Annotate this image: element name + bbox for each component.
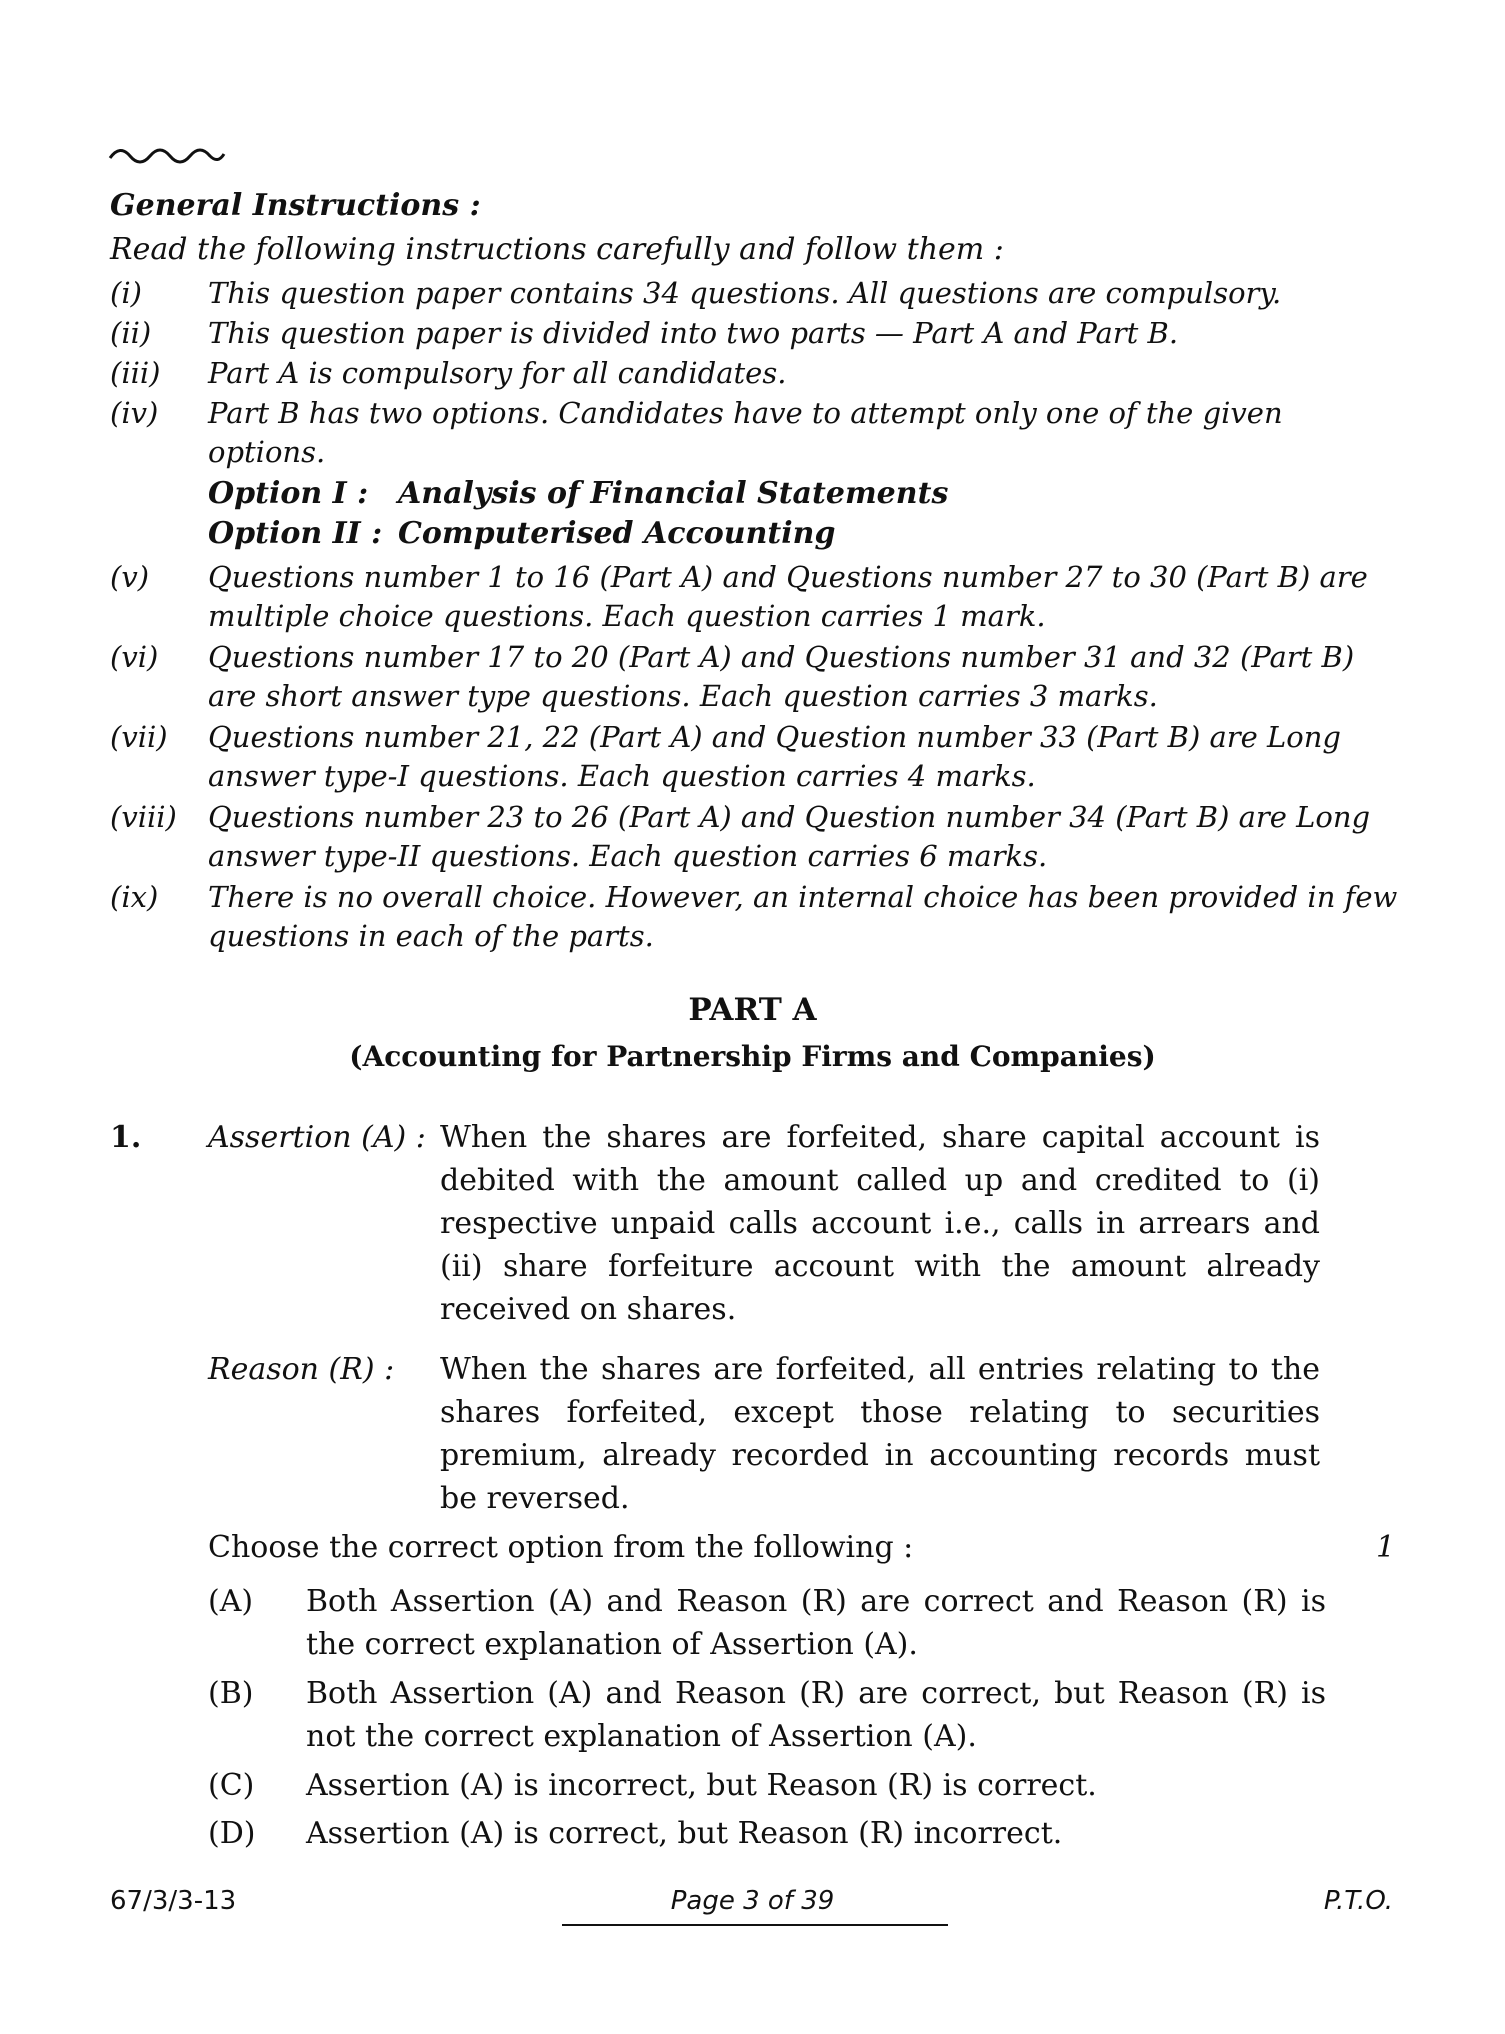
instruction-text: Questions number 1 to 16 (Part A) and Questions number 27 to 30 (Part B) are multiple choice questions. Each question carries 1 mark. <box>208 560 1368 633</box>
part-subtitle: (Accounting for Partnership Firms and Companies) <box>349 1040 1156 1073</box>
instruction-number: (vi) <box>110 640 159 674</box>
reason-text: When the shares are forfeited, all entries relating to the shares forfeited, except those relating to securities premium, already recorded in accounting records must be reversed. <box>440 1352 1320 1516</box>
instruction-text: Questions number 23 to 26 (Part A) and Question number 34 (Part B) are Long answer type-II questions. Each question carries 6 marks. <box>208 800 1371 873</box>
pto-label: P.T.O. <box>1323 1886 1393 1916</box>
general-instructions-intro: Read the following instructions carefully and follow them : <box>110 232 1004 267</box>
choice-text: Assertion (A) is incorrect, but Reason (R) is correct. <box>306 1768 1097 1803</box>
assertion-label: Assertion (A) : <box>208 1120 426 1155</box>
choice-label: (A) <box>208 1584 254 1619</box>
instruction-number: (ix) <box>110 880 159 914</box>
choice-text: Assertion (A) is correct, but Reason (R) incorrect. <box>306 1816 1063 1851</box>
choice-label: (D) <box>208 1816 256 1851</box>
wave-ornament-icon <box>108 140 228 170</box>
question-prompt: Choose the correct option from the following : <box>208 1530 914 1565</box>
option-text: Analysis of Financial Statements <box>398 476 949 511</box>
instruction-text: Part A is compulsory for all candidates. <box>208 356 787 390</box>
instruction-text: Questions number 21, 22 (Part A) and Question number 33 (Part B) are Long answer type-I questions. Each question carries 4 marks. <box>208 720 1341 793</box>
instruction-text: Part B has two options. Candidates have to attempt only one of the given options. <box>208 396 1283 469</box>
reason-label: Reason (R) : <box>208 1352 395 1387</box>
instruction-number: (v) <box>110 560 150 594</box>
option-label: Option I : <box>208 476 369 511</box>
paper-code: 67/3/3-13 <box>110 1886 237 1916</box>
option-label: Option II : <box>208 516 383 551</box>
instruction-number: (iv) <box>110 396 159 430</box>
question-number: 1. <box>110 1120 142 1155</box>
instruction-number: (iii) <box>110 356 161 390</box>
instruction-number: (vii) <box>110 720 168 754</box>
question-marks: 1 <box>1376 1530 1396 1565</box>
option-text: Computerised Accounting <box>398 516 836 551</box>
choice-text: Both Assertion (A) and Reason (R) are correct, but Reason (R) is not the correct explanation of Assertion (A). <box>306 1676 1326 1754</box>
choice-label: (B) <box>208 1676 254 1711</box>
page-number-underline <box>562 1924 948 1926</box>
choice-label: (C) <box>208 1768 255 1803</box>
option-line <box>208 476 948 511</box>
assertion-text: When the shares are forfeited, share capital account is debited with the amount called up and credited to (i) respective unpaid calls account i.e., calls in arrears and (ii) share forfeiture account with the amount already received on shares. <box>440 1120 1320 1327</box>
instruction-text: There is no overall choice. However, an internal choice has been provided in few questions in each of the parts. <box>208 880 1398 953</box>
page-number: Page 3 of 39 <box>670 1886 835 1916</box>
choice-text: Both Assertion (A) and Reason (R) are correct and Reason (R) is the correct explanation of Assertion (A). <box>306 1584 1326 1662</box>
option-line <box>208 516 835 551</box>
general-instructions-title: General Instructions : <box>110 188 481 223</box>
instruction-number: (viii) <box>110 800 177 834</box>
instruction-number: (ii) <box>110 316 152 350</box>
instruction-text: Questions number 17 to 20 (Part A) and Questions number 31 and 32 (Part B) are short answer type questions. Each question carries 3 marks. <box>208 640 1355 713</box>
part-title: PART A <box>688 992 817 1028</box>
instruction-number: (i) <box>110 276 142 310</box>
instruction-text: This question paper is divided into two parts — Part A and Part B. <box>208 316 1179 350</box>
instruction-text: This question paper contains 34 questions. All questions are compulsory. <box>208 276 1282 310</box>
